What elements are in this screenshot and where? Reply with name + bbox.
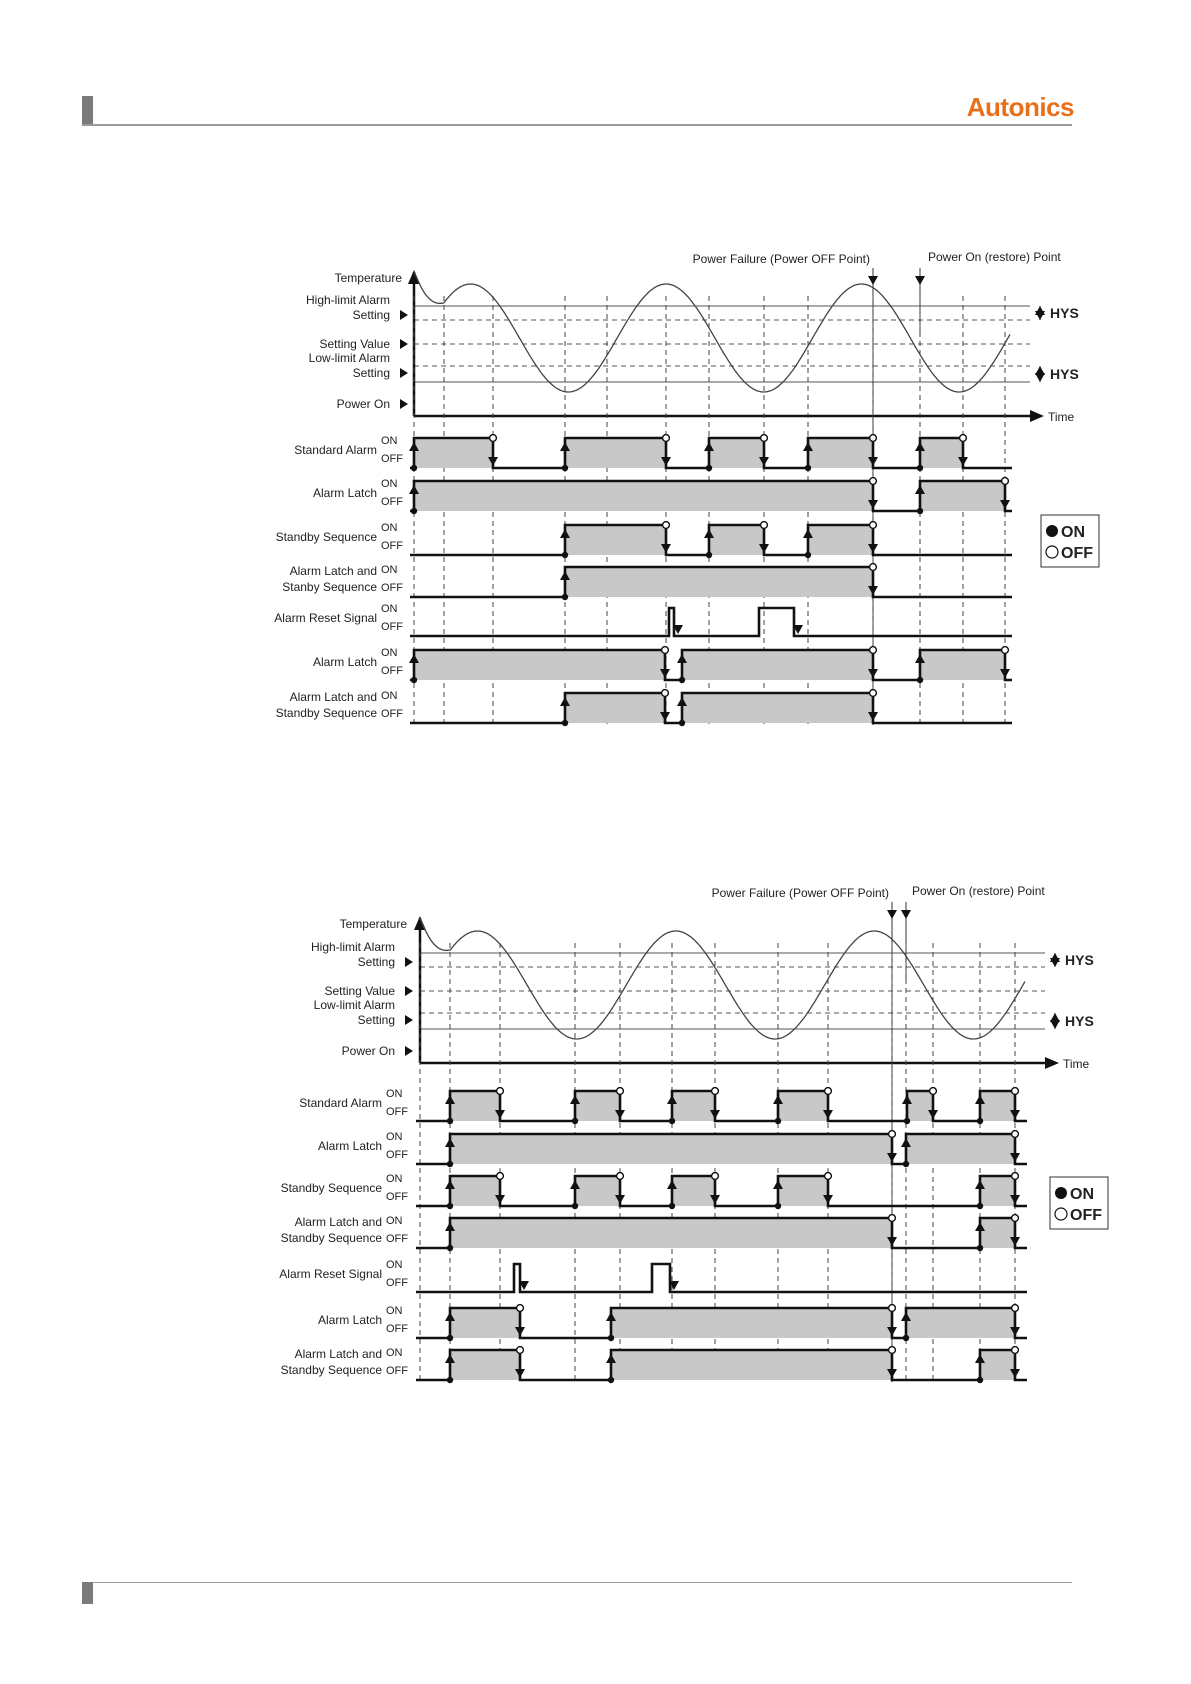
off-label: OFF bbox=[386, 1365, 408, 1377]
high-limit-label: High-limit Alarm bbox=[305, 293, 390, 307]
on-dot-icon bbox=[669, 1203, 675, 1209]
channel-label: Alarm Latch and bbox=[294, 1215, 382, 1229]
on-dot-icon bbox=[447, 1203, 453, 1209]
channel-5 bbox=[279, 1259, 1027, 1292]
arrow-head bbox=[1050, 1020, 1060, 1029]
time-axis-arrow bbox=[1030, 410, 1044, 422]
on-dot-icon bbox=[805, 465, 811, 471]
channel-label-2: Standby Sequence bbox=[280, 1363, 382, 1377]
off-label: OFF bbox=[381, 582, 403, 594]
arrow-head bbox=[1050, 958, 1060, 967]
on-dot-icon bbox=[917, 465, 923, 471]
channel-label: Alarm Latch bbox=[312, 655, 377, 669]
on-dot-icon bbox=[669, 1118, 675, 1124]
channel-6 bbox=[313, 647, 1012, 684]
on-region bbox=[565, 693, 665, 723]
on-region bbox=[709, 525, 764, 555]
channel-4 bbox=[281, 1215, 1027, 1252]
setting-value-label: Setting Value bbox=[324, 984, 395, 998]
on-region bbox=[672, 1176, 715, 1206]
off-circle-icon bbox=[1012, 1131, 1019, 1138]
on-dot-icon bbox=[447, 1118, 453, 1124]
high-limit-label: High-limit Alarm bbox=[310, 940, 395, 954]
off-circle-icon bbox=[889, 1215, 896, 1222]
on-dot-icon bbox=[562, 552, 568, 558]
on-dot-icon bbox=[706, 552, 712, 558]
channel-6 bbox=[318, 1305, 1027, 1342]
pointer-icon bbox=[400, 368, 408, 378]
on-dot-icon bbox=[411, 465, 417, 471]
channel-5 bbox=[274, 603, 1012, 636]
high-limit-setting-label: Setting bbox=[352, 308, 390, 322]
on-region bbox=[906, 1134, 1015, 1164]
channel-label: Alarm Reset Signal bbox=[279, 1267, 382, 1281]
on-region bbox=[907, 1091, 933, 1121]
on-dot-icon bbox=[447, 1245, 453, 1251]
on-dot-icon bbox=[562, 720, 568, 726]
on-dot-icon bbox=[562, 594, 568, 600]
on-region bbox=[450, 1308, 520, 1338]
on-dot-icon bbox=[447, 1377, 453, 1383]
on-dot-icon bbox=[411, 508, 417, 514]
off-circle-icon bbox=[712, 1173, 719, 1180]
off-circle-icon bbox=[1012, 1173, 1019, 1180]
on-label: ON bbox=[381, 647, 398, 659]
on-label: ON bbox=[386, 1305, 403, 1317]
legend-on-dot-icon bbox=[1046, 525, 1058, 537]
arrow-head bbox=[915, 276, 925, 285]
legend-on-label: ON bbox=[1061, 524, 1085, 541]
on-dot-icon bbox=[775, 1203, 781, 1209]
on-region bbox=[778, 1176, 828, 1206]
legend-off-circle-icon bbox=[1055, 1208, 1067, 1220]
on-region bbox=[565, 567, 873, 597]
temperature-label: Temperature bbox=[334, 271, 402, 285]
legend-on-label: ON bbox=[1070, 1186, 1094, 1203]
channel-label: Alarm Reset Signal bbox=[274, 611, 377, 625]
channel-label: Standby Sequence bbox=[280, 1181, 382, 1195]
on-dot-icon bbox=[572, 1203, 578, 1209]
on-region bbox=[575, 1091, 620, 1121]
time-axis-arrow bbox=[1045, 1057, 1059, 1069]
temperature-curve bbox=[414, 271, 1010, 392]
channel-2 bbox=[313, 478, 1012, 515]
channel-7 bbox=[276, 690, 1012, 727]
arrow-head bbox=[1035, 373, 1045, 382]
on-region bbox=[450, 1350, 520, 1380]
waveform bbox=[416, 1091, 1027, 1121]
off-circle-icon bbox=[497, 1088, 504, 1095]
waveform bbox=[410, 608, 1012, 636]
setting-value-label: Setting Value bbox=[319, 337, 390, 351]
off-circle-icon bbox=[1012, 1347, 1019, 1354]
off-label: OFF bbox=[381, 621, 403, 633]
on-region bbox=[682, 650, 873, 680]
on-region bbox=[980, 1350, 1015, 1380]
off-circle-icon bbox=[497, 1173, 504, 1180]
channel-label: Standard Alarm bbox=[294, 443, 377, 457]
off-label: OFF bbox=[386, 1149, 408, 1161]
on-dot-icon bbox=[447, 1161, 453, 1167]
channel-7 bbox=[281, 1347, 1027, 1384]
on-region bbox=[414, 650, 665, 680]
on-region bbox=[808, 525, 873, 555]
channel-1 bbox=[294, 435, 1012, 472]
off-label: OFF bbox=[386, 1277, 408, 1289]
on-region bbox=[980, 1091, 1015, 1121]
waveform bbox=[416, 1264, 1027, 1292]
on-region bbox=[920, 481, 1005, 511]
pointer-icon bbox=[400, 399, 408, 409]
brand-logo: Autonics bbox=[966, 92, 1074, 122]
off-label: OFF bbox=[386, 1191, 408, 1203]
channel-3 bbox=[281, 1173, 1027, 1210]
off-circle-icon bbox=[517, 1305, 524, 1312]
off-circle-icon bbox=[870, 690, 877, 697]
channel-label: Alarm Latch bbox=[312, 486, 377, 500]
channel-label: Alarm Latch and bbox=[289, 564, 377, 578]
pointer-icon bbox=[405, 986, 413, 996]
off-circle-icon bbox=[889, 1305, 896, 1312]
on-dot-icon bbox=[679, 677, 685, 683]
off-circle-icon bbox=[870, 478, 877, 485]
hys-label: HYS bbox=[1065, 952, 1094, 968]
on-label: ON bbox=[386, 1215, 403, 1227]
off-circle-icon bbox=[889, 1131, 896, 1138]
on-region bbox=[920, 438, 963, 468]
on-dot-icon bbox=[447, 1335, 453, 1341]
channel-label: Alarm Latch bbox=[317, 1139, 382, 1153]
on-dot-icon bbox=[411, 677, 417, 683]
on-dot-icon bbox=[977, 1118, 983, 1124]
waveform bbox=[416, 1176, 1027, 1206]
off-circle-icon bbox=[1002, 647, 1009, 654]
on-label: ON bbox=[386, 1088, 403, 1100]
channel-label: Alarm Latch and bbox=[289, 690, 377, 704]
pointer-icon bbox=[400, 310, 408, 320]
off-circle-icon bbox=[663, 435, 670, 442]
power-on-label: Power On bbox=[341, 1044, 395, 1058]
off-label: OFF bbox=[386, 1106, 408, 1118]
off-circle-icon bbox=[1012, 1215, 1019, 1222]
on-dot-icon bbox=[917, 508, 923, 514]
on-dot-icon bbox=[706, 465, 712, 471]
channel-label: Alarm Latch bbox=[317, 1313, 382, 1327]
low-limit-label: Low-limit Alarm bbox=[308, 351, 390, 365]
off-circle-icon bbox=[662, 647, 669, 654]
on-dot-icon bbox=[805, 552, 811, 558]
timing-diagram-1 bbox=[274, 250, 1099, 726]
legend-on-dot-icon bbox=[1055, 1187, 1067, 1199]
pointer-icon bbox=[405, 1015, 413, 1025]
on-region bbox=[575, 1176, 620, 1206]
on-dot-icon bbox=[977, 1377, 983, 1383]
channel-1 bbox=[299, 1088, 1027, 1125]
power-failure-label: Power Failure (Power OFF Point) bbox=[692, 252, 870, 266]
on-label: ON bbox=[386, 1259, 403, 1271]
on-region bbox=[450, 1134, 892, 1164]
channel-4 bbox=[282, 564, 1012, 601]
on-dot-icon bbox=[775, 1118, 781, 1124]
off-circle-icon bbox=[889, 1347, 896, 1354]
on-dot-icon bbox=[977, 1245, 983, 1251]
timing-diagram-2 bbox=[279, 884, 1108, 1383]
on-label: ON bbox=[386, 1347, 403, 1359]
off-circle-icon bbox=[1012, 1305, 1019, 1312]
on-region bbox=[611, 1308, 892, 1338]
on-region bbox=[611, 1350, 892, 1380]
on-dot-icon bbox=[608, 1335, 614, 1341]
time-label: Time bbox=[1063, 1057, 1090, 1071]
off-circle-icon bbox=[870, 522, 877, 529]
temperature-label: Temperature bbox=[339, 917, 407, 931]
on-dot-icon bbox=[608, 1377, 614, 1383]
hys-label: HYS bbox=[1065, 1013, 1094, 1029]
channel-label: Standby Sequence bbox=[275, 530, 377, 544]
off-circle-icon bbox=[825, 1173, 832, 1180]
pointer-icon bbox=[400, 339, 408, 349]
off-circle-icon bbox=[1012, 1088, 1019, 1095]
on-label: ON bbox=[381, 522, 398, 534]
low-limit-setting-label: Setting bbox=[357, 1013, 395, 1027]
off-circle-icon bbox=[870, 647, 877, 654]
off-circle-icon bbox=[825, 1088, 832, 1095]
time-label: Time bbox=[1048, 410, 1075, 424]
on-dot-icon bbox=[904, 1118, 910, 1124]
high-limit-setting-label: Setting bbox=[357, 955, 395, 969]
off-circle-icon bbox=[490, 435, 497, 442]
pointer-icon bbox=[405, 1046, 413, 1056]
off-circle-icon bbox=[960, 435, 967, 442]
off-label: OFF bbox=[381, 496, 403, 508]
off-circle-icon bbox=[870, 435, 877, 442]
on-label: ON bbox=[381, 690, 398, 702]
off-circle-icon bbox=[761, 522, 768, 529]
on-dot-icon bbox=[977, 1203, 983, 1209]
channel-label-2: Stanby Sequence bbox=[282, 580, 377, 594]
on-dot-icon bbox=[679, 720, 685, 726]
on-region bbox=[565, 525, 666, 555]
arrow-head bbox=[901, 910, 911, 919]
off-label: OFF bbox=[381, 665, 403, 677]
on-region bbox=[709, 438, 764, 468]
off-label: OFF bbox=[381, 453, 403, 465]
low-limit-label: Low-limit Alarm bbox=[313, 998, 395, 1012]
arrow-head bbox=[868, 276, 878, 285]
on-region bbox=[414, 481, 873, 511]
channel-label-2: Standby Sequence bbox=[280, 1231, 382, 1245]
on-label: ON bbox=[386, 1173, 403, 1185]
off-circle-icon bbox=[662, 690, 669, 697]
power-on-label: Power On bbox=[336, 397, 390, 411]
on-dot-icon bbox=[903, 1161, 909, 1167]
on-region bbox=[980, 1218, 1015, 1248]
off-circle-icon bbox=[617, 1173, 624, 1180]
on-label: ON bbox=[381, 478, 398, 490]
on-region bbox=[450, 1091, 500, 1121]
on-region bbox=[565, 438, 666, 468]
on-region bbox=[778, 1091, 828, 1121]
arrow-head bbox=[1035, 311, 1045, 320]
on-region bbox=[980, 1176, 1015, 1206]
hys-label: HYS bbox=[1050, 366, 1079, 382]
channel-label: Alarm Latch and bbox=[294, 1347, 382, 1361]
on-dot-icon bbox=[917, 677, 923, 683]
on-region bbox=[808, 438, 873, 468]
on-region bbox=[906, 1308, 1015, 1338]
off-circle-icon bbox=[517, 1347, 524, 1354]
legend-off-label: OFF bbox=[1061, 545, 1093, 562]
power-restore-label: Power On (restore) Point bbox=[912, 884, 1045, 898]
legend-off-circle-icon bbox=[1046, 546, 1058, 558]
on-label: ON bbox=[381, 564, 398, 576]
on-region bbox=[682, 693, 873, 723]
power-failure-label: Power Failure (Power OFF Point) bbox=[711, 886, 889, 900]
off-label: OFF bbox=[381, 540, 403, 552]
on-label: ON bbox=[381, 435, 398, 447]
on-label: ON bbox=[386, 1131, 403, 1143]
arrow-head bbox=[887, 910, 897, 919]
power-restore-label: Power On (restore) Point bbox=[928, 250, 1061, 264]
off-circle-icon bbox=[761, 435, 768, 442]
off-label: OFF bbox=[386, 1323, 408, 1335]
off-circle-icon bbox=[870, 564, 877, 571]
off-circle-icon bbox=[930, 1088, 937, 1095]
legend-off-label: OFF bbox=[1070, 1207, 1102, 1224]
on-region bbox=[450, 1176, 500, 1206]
off-circle-icon bbox=[712, 1088, 719, 1095]
temperature-curve bbox=[420, 918, 1025, 1039]
on-region bbox=[920, 650, 1005, 680]
pointer-icon bbox=[405, 957, 413, 967]
on-dot-icon bbox=[562, 465, 568, 471]
channel-3 bbox=[276, 522, 1012, 559]
on-region bbox=[672, 1091, 715, 1121]
low-limit-setting-label: Setting bbox=[352, 366, 390, 380]
on-region bbox=[414, 438, 493, 468]
off-circle-icon bbox=[663, 522, 670, 529]
off-circle-icon bbox=[1002, 478, 1009, 485]
off-label: OFF bbox=[381, 708, 403, 720]
channel-2 bbox=[318, 1131, 1027, 1168]
on-region bbox=[450, 1218, 892, 1248]
on-label: ON bbox=[381, 603, 398, 615]
off-label: OFF bbox=[386, 1233, 408, 1245]
on-dot-icon bbox=[572, 1118, 578, 1124]
hys-label: HYS bbox=[1050, 305, 1079, 321]
channel-label-2: Standby Sequence bbox=[275, 706, 377, 720]
on-dot-icon bbox=[903, 1335, 909, 1341]
channel-label: Standard Alarm bbox=[299, 1096, 382, 1110]
off-circle-icon bbox=[617, 1088, 624, 1095]
